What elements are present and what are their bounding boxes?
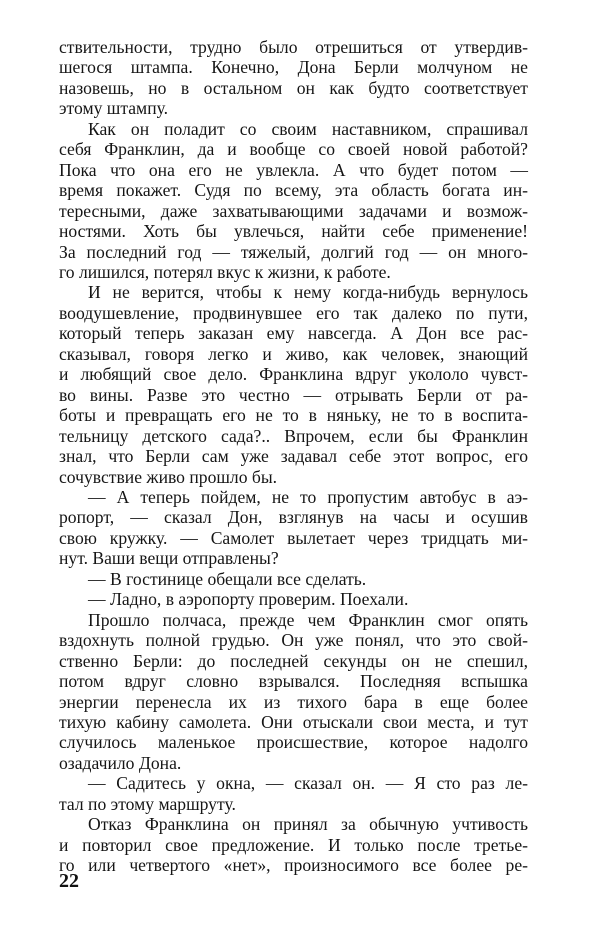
text-line: знал, что Берли сам уже задавал себе этот вопрос, его — [59, 446, 528, 467]
text-line: свою кружку. — Самолет вылетает через тридцать ми- — [59, 527, 528, 548]
text-line: тельницу детского сада?.. Впрочем, если бы Франклин — [59, 425, 528, 446]
text-line: За последний год — тяжелый, долгий год — он много- — [59, 241, 528, 262]
text-line: тал по этому маршруту. — [59, 793, 236, 814]
paragraph — [59, 119, 528, 283]
text-line: Отказ Франклина он принял за обычную учтивость — [88, 814, 528, 835]
text-line: — Ладно, в аэропорту проверим. Поехали. — [88, 589, 409, 610]
text-line: нут. Ваши вещи отправлены? — [59, 548, 279, 569]
paragraph — [59, 569, 528, 589]
text-line: тересными, даже захватывающими задачами и возмож- — [59, 200, 528, 221]
text-line: назовешь, но в остальном он как будто соответствует — [59, 77, 528, 98]
text-line: И не верится, чтобы к нему когда-нибудь вернулось — [88, 282, 528, 303]
paragraph — [59, 589, 528, 609]
text-line: — Садитесь у окна, — сказал он. — Я сто раз ле- — [88, 773, 528, 794]
text-line: озадачило Дона. — [59, 752, 182, 773]
text-line: во вины. Разве это честно — отрывать Берли от ра- — [59, 384, 528, 405]
text-line: который теперь заказан ему навсегда. А Дон все рас- — [59, 323, 528, 344]
text-line: энергии перенесла их из тихого бара в еще более — [59, 691, 528, 712]
paragraph — [59, 814, 528, 875]
text-line: ствительности, трудно было отрешиться от утвердив- — [59, 37, 528, 57]
text-line: Прошло полчаса, прежде чем Франклин смог опять — [88, 609, 528, 630]
paragraph — [59, 773, 528, 814]
text-line: — В гостинице обещали все сделать. — [88, 568, 367, 589]
text-line: Пока что она его не увлекла. А что будет потом — — [59, 159, 528, 180]
text-line: боты и превращать его не то в няньку, не то в воспита- — [59, 405, 528, 426]
text-line: потом вдруг словно взрывался. Последняя вспышка — [59, 671, 528, 692]
text-line: этому штампу. — [59, 98, 169, 119]
text-line: ственно Берли: до последней секунды он не спешил, — [59, 650, 528, 671]
page-number: 22 — [59, 870, 79, 892]
text-line: ропорт, — сказал Дон, взглянув на часы и осушив — [59, 507, 528, 528]
paragraph — [59, 282, 528, 487]
text-line: себя Франклин, да и вообще со своей новой работой? — [59, 139, 528, 160]
text-line: и любящий свое дело. Франклина вдруг укололо чувст- — [59, 364, 528, 385]
text-line: го или четвертого «нет», произносимого все более ре- — [59, 855, 528, 876]
text-line: воодушевление, продвинувшее его так далеко по пути, — [59, 302, 528, 323]
paragraph — [59, 37, 528, 119]
text-line: Как он поладит со своим наставником, спрашивал — [88, 118, 528, 139]
text-line: тихую кабину самолета. Они отыскали свои места, и тут — [59, 711, 528, 732]
text-line: го лишился, потерял вкус к жизни, к работе. — [59, 261, 391, 282]
text-line: — А теперь пойдем, не то пропустим автобус в аэ- — [88, 486, 528, 507]
text-line: время покажет. Судя по всему, эта область богата ин- — [59, 180, 528, 201]
text-line: случилось маленькое происшествие, которое надолго — [59, 732, 528, 753]
text-line: и повторил свое предложение. И только после третье- — [59, 834, 528, 855]
text-line: вздохнуть полной грудью. Он уже понял, что это свой- — [59, 630, 528, 651]
text-line: ностями. Хоть бы увлечься, найти себе применение! — [59, 221, 528, 242]
paragraph — [59, 487, 528, 569]
paragraph — [59, 610, 528, 774]
page-body-text — [59, 37, 528, 876]
text-line: сочувствие живо прошло бы. — [59, 466, 278, 487]
text-line: шегося штампа. Конечно, Дона Берли молчуном не — [59, 57, 528, 78]
text-line: сказывал, говоря легко и живо, как человек, знающий — [59, 343, 528, 364]
